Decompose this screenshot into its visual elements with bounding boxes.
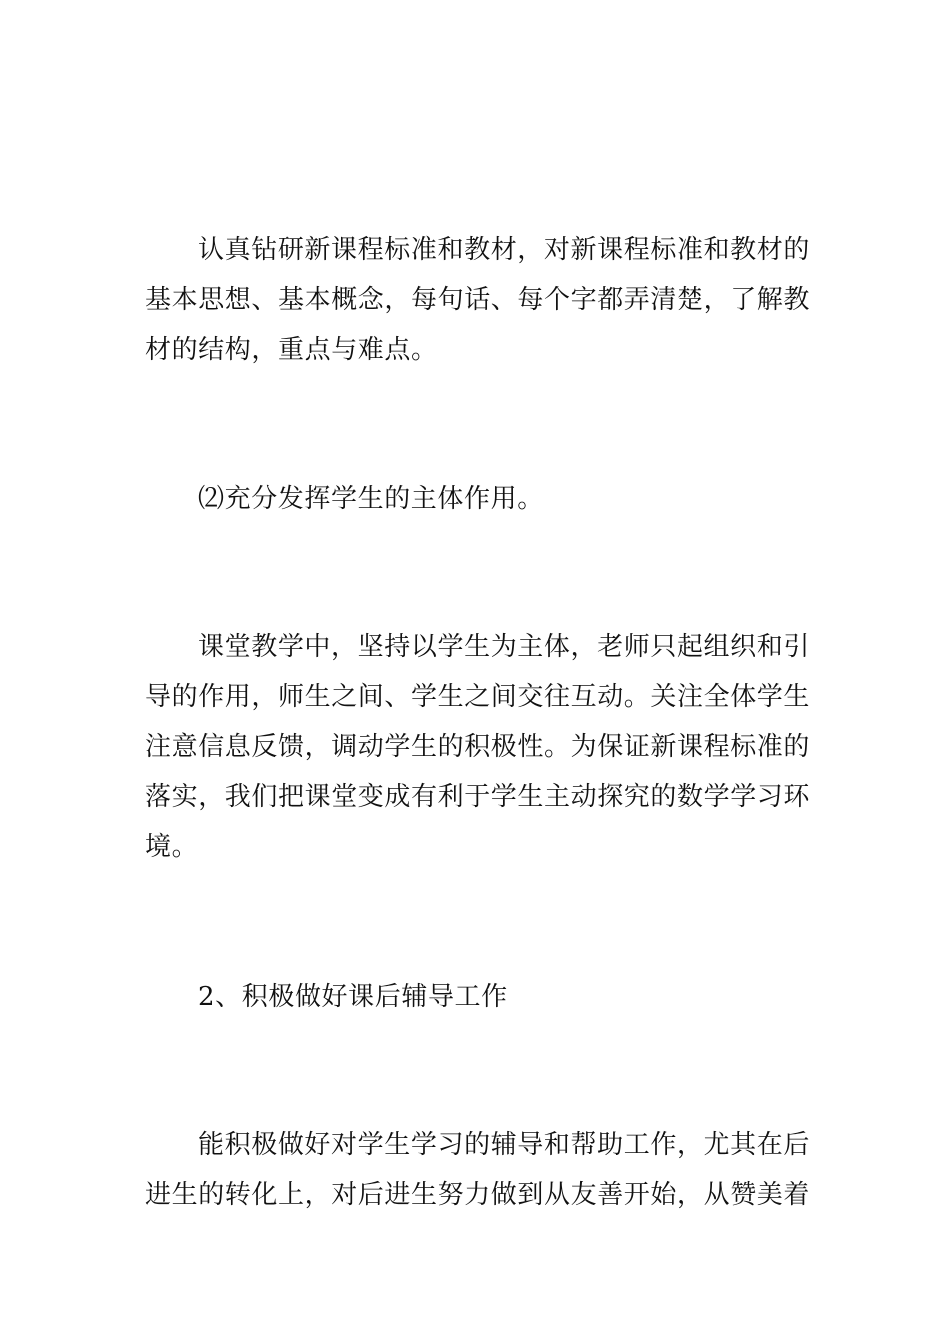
- paragraph-classroom-teaching: 课堂教学中，坚持以学生为主体，老师只起组织和引导的作用，师生之间、学生之间交往互动。关注全体学生注意信息反馈，调动学生的积极性。为保证新课程标准的落实，我们把课堂变成有利于学生主动探究的数学学习环境。: [145, 632, 811, 862]
- paragraph-study-curriculum: 认真钻研新课程标准和教材，对新课程标准和教材的基本思想、基本概念，每句话、每个字都弄清楚，了解教材的结构，重点与难点。: [145, 235, 811, 365]
- subheading-student-role: ⑵充分发挥学生的主体作用。: [198, 484, 544, 514]
- paragraph-tutoring-work: 能积极做好对学生学习的辅导和帮助工作，尤其在后进生的转化上，对后进生努力做到从友善开始，从赞美着: [145, 1130, 811, 1210]
- heading-after-class-tutoring: 2、积极做好课后辅导工作: [198, 982, 508, 1012]
